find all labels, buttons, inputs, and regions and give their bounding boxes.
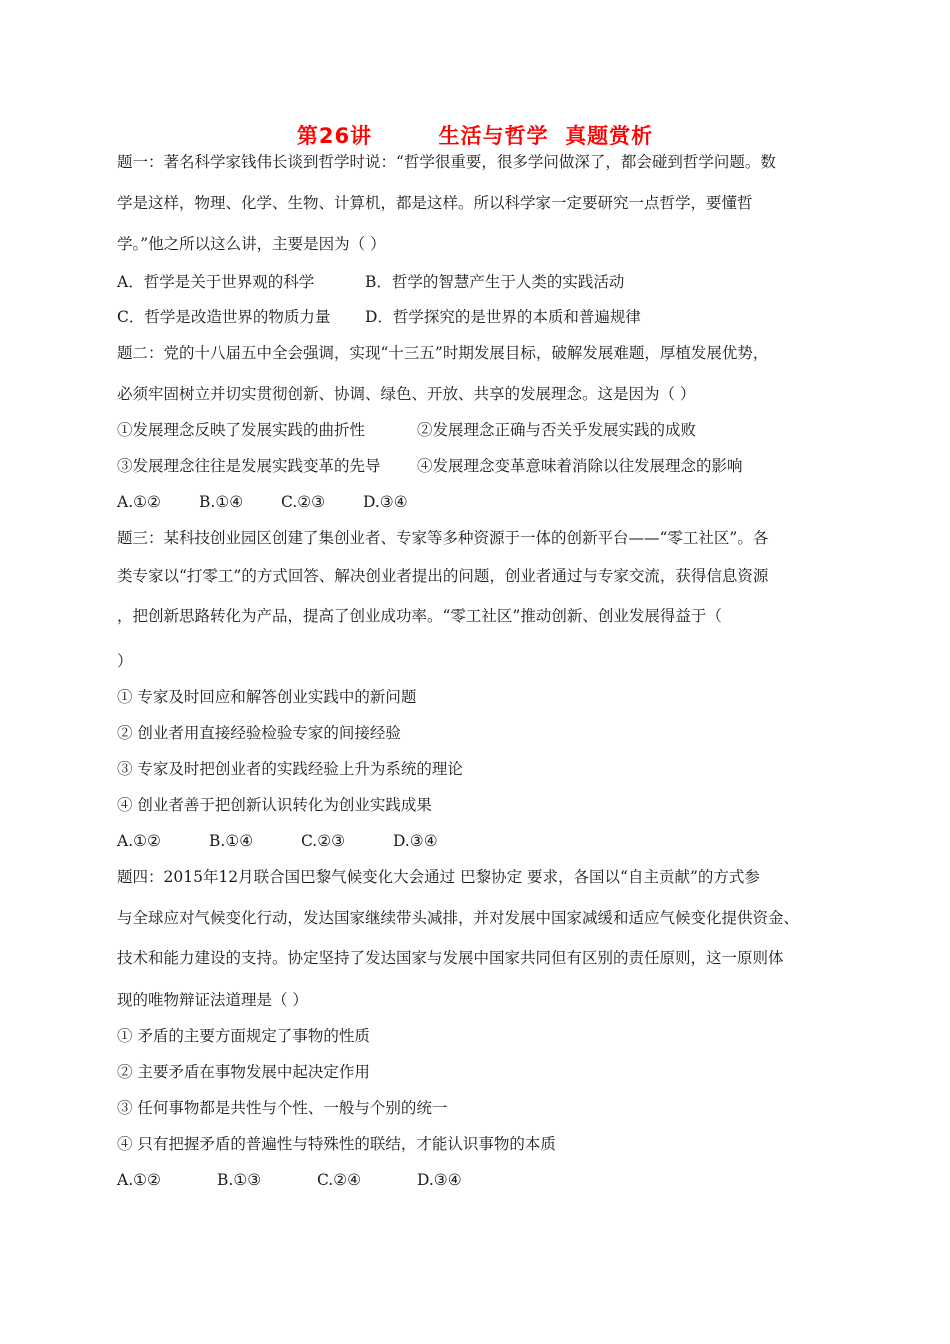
q4-line-4: 现的唯物辩证法道理是（ ） bbox=[117, 991, 308, 1009]
q4-line-2: 与全球应对气候变化行动，发达国家继续带头减排，并对发展中国家减缓和适应气候变化提供资金、 bbox=[117, 909, 800, 927]
q3-answers bbox=[117, 831, 438, 851]
q3-answer-c: C.②③ bbox=[301, 832, 346, 850]
q3-line-2: 类专家以“打零工”的方式回答、解决创业者提出的问题，创业者通过与专家交流，获得信息资源 bbox=[117, 567, 769, 585]
q2-line-1: 题二：党的十八届五中全会强调，实现“十三五”时期发展目标，破解发展难题，厚植发展优势， bbox=[117, 344, 769, 362]
q4-line-1: 题四：2015年12月联合国巴黎气候变化大会通过 巴黎协定 要求，各国以“自主贡献”的方式参 bbox=[117, 868, 760, 886]
q3-item-3: ③ 专家及时把创业者的实践经验上升为系统的理论 bbox=[117, 760, 463, 778]
q2-answer-b: B.①④ bbox=[199, 493, 244, 511]
q1-option-c: C．哲学是改造世界的物质力量 bbox=[117, 308, 331, 326]
q3-answer-d: D.③④ bbox=[393, 832, 438, 850]
q3-line-4: ） bbox=[117, 652, 133, 670]
q2-items-row-1 bbox=[117, 420, 696, 440]
q1-line-3: 学。”他之所以这么讲，主要是因为（ ） bbox=[117, 235, 386, 253]
q1-line-1: 题一：著名科学家钱伟长谈到哲学时说：“哲学很重要，很多学问做深了，都会碰到哲学问题。数 bbox=[117, 153, 776, 171]
q1-options-row-1 bbox=[117, 272, 624, 292]
q3-line-3: ，把创新思路转化为产品，提高了创业成功率。“零工社区”推动创新、创业发展得益于（ bbox=[117, 607, 722, 625]
page-title: 第26讲 生活与哲学 真题赏析 bbox=[296, 124, 654, 148]
q3-answer-a: A.①② bbox=[117, 832, 161, 850]
q3-answer-b: B.①④ bbox=[209, 832, 254, 850]
q1-option-d: D．哲学探究的是世界的本质和普遍规律 bbox=[365, 308, 641, 326]
q1-options-row-2 bbox=[117, 307, 641, 327]
q3-item-1: ① 专家及时回应和解答创业实践中的新问题 bbox=[117, 688, 417, 706]
q3-line-1: 题三：某科技创业园区创建了集创业者、专家等多种资源于一体的创新平台——“零工社区”。各 bbox=[117, 529, 769, 547]
q2-item-4: ④发展理念变革意味着消除以往发展理念的影响 bbox=[417, 457, 743, 475]
q2-line-2: 必须牢固树立并切实贯彻创新、协调、绿色、开放、共享的发展理念。这是因为（ ） bbox=[117, 385, 696, 403]
q4-answer-b: B.①③ bbox=[217, 1171, 262, 1189]
q2-answers bbox=[117, 492, 408, 512]
q4-item-1: ① 矛盾的主要方面规定了事物的性质 bbox=[117, 1027, 370, 1045]
q4-line-3: 技术和能力建设的支持。协定坚持了发达国家与发展中国家共同但有区别的责任原则，这一原则体 bbox=[117, 949, 784, 967]
q4-item-4: ④ 只有把握矛盾的普遍性与特殊性的联结，才能认识事物的本质 bbox=[117, 1135, 556, 1153]
q1-option-a: A．哲学是关于世界观的科学 bbox=[117, 273, 315, 291]
q4-item-3: ③ 任何事物都是共性与个性、一般与个别的统一 bbox=[117, 1099, 448, 1117]
q1-option-b: B．哲学的智慧产生于人类的实践活动 bbox=[365, 273, 625, 291]
q4-answer-c: C.②④ bbox=[317, 1171, 362, 1189]
q2-answer-d: D.③④ bbox=[363, 493, 408, 511]
q2-item-1: ①发展理念反映了发展实践的曲折性 bbox=[117, 421, 366, 439]
q1-line-2: 学是这样，物理、化学、生物、计算机，都是这样。所以科学家一定要研究一点哲学，要懂哲 bbox=[117, 194, 753, 212]
q2-item-2: ②发展理念正确与否关乎发展实践的成败 bbox=[417, 421, 697, 439]
q3-item-2: ② 创业者用直接经验检验专家的间接经验 bbox=[117, 724, 401, 742]
q4-answers bbox=[117, 1170, 462, 1190]
q4-answer-d: D.③④ bbox=[417, 1171, 462, 1189]
q4-item-2: ② 主要矛盾在事物发展中起决定作用 bbox=[117, 1063, 370, 1081]
q2-items-row-2 bbox=[117, 456, 743, 476]
q2-item-3: ③发展理念往往是发展实践变革的先导 bbox=[117, 457, 381, 475]
q3-item-4: ④ 创业者善于把创新认识转化为创业实践成果 bbox=[117, 796, 432, 814]
q4-answer-a: A.①② bbox=[117, 1171, 161, 1189]
q2-answer-a: A.①② bbox=[117, 493, 161, 511]
q2-answer-c: C.②③ bbox=[281, 493, 326, 511]
